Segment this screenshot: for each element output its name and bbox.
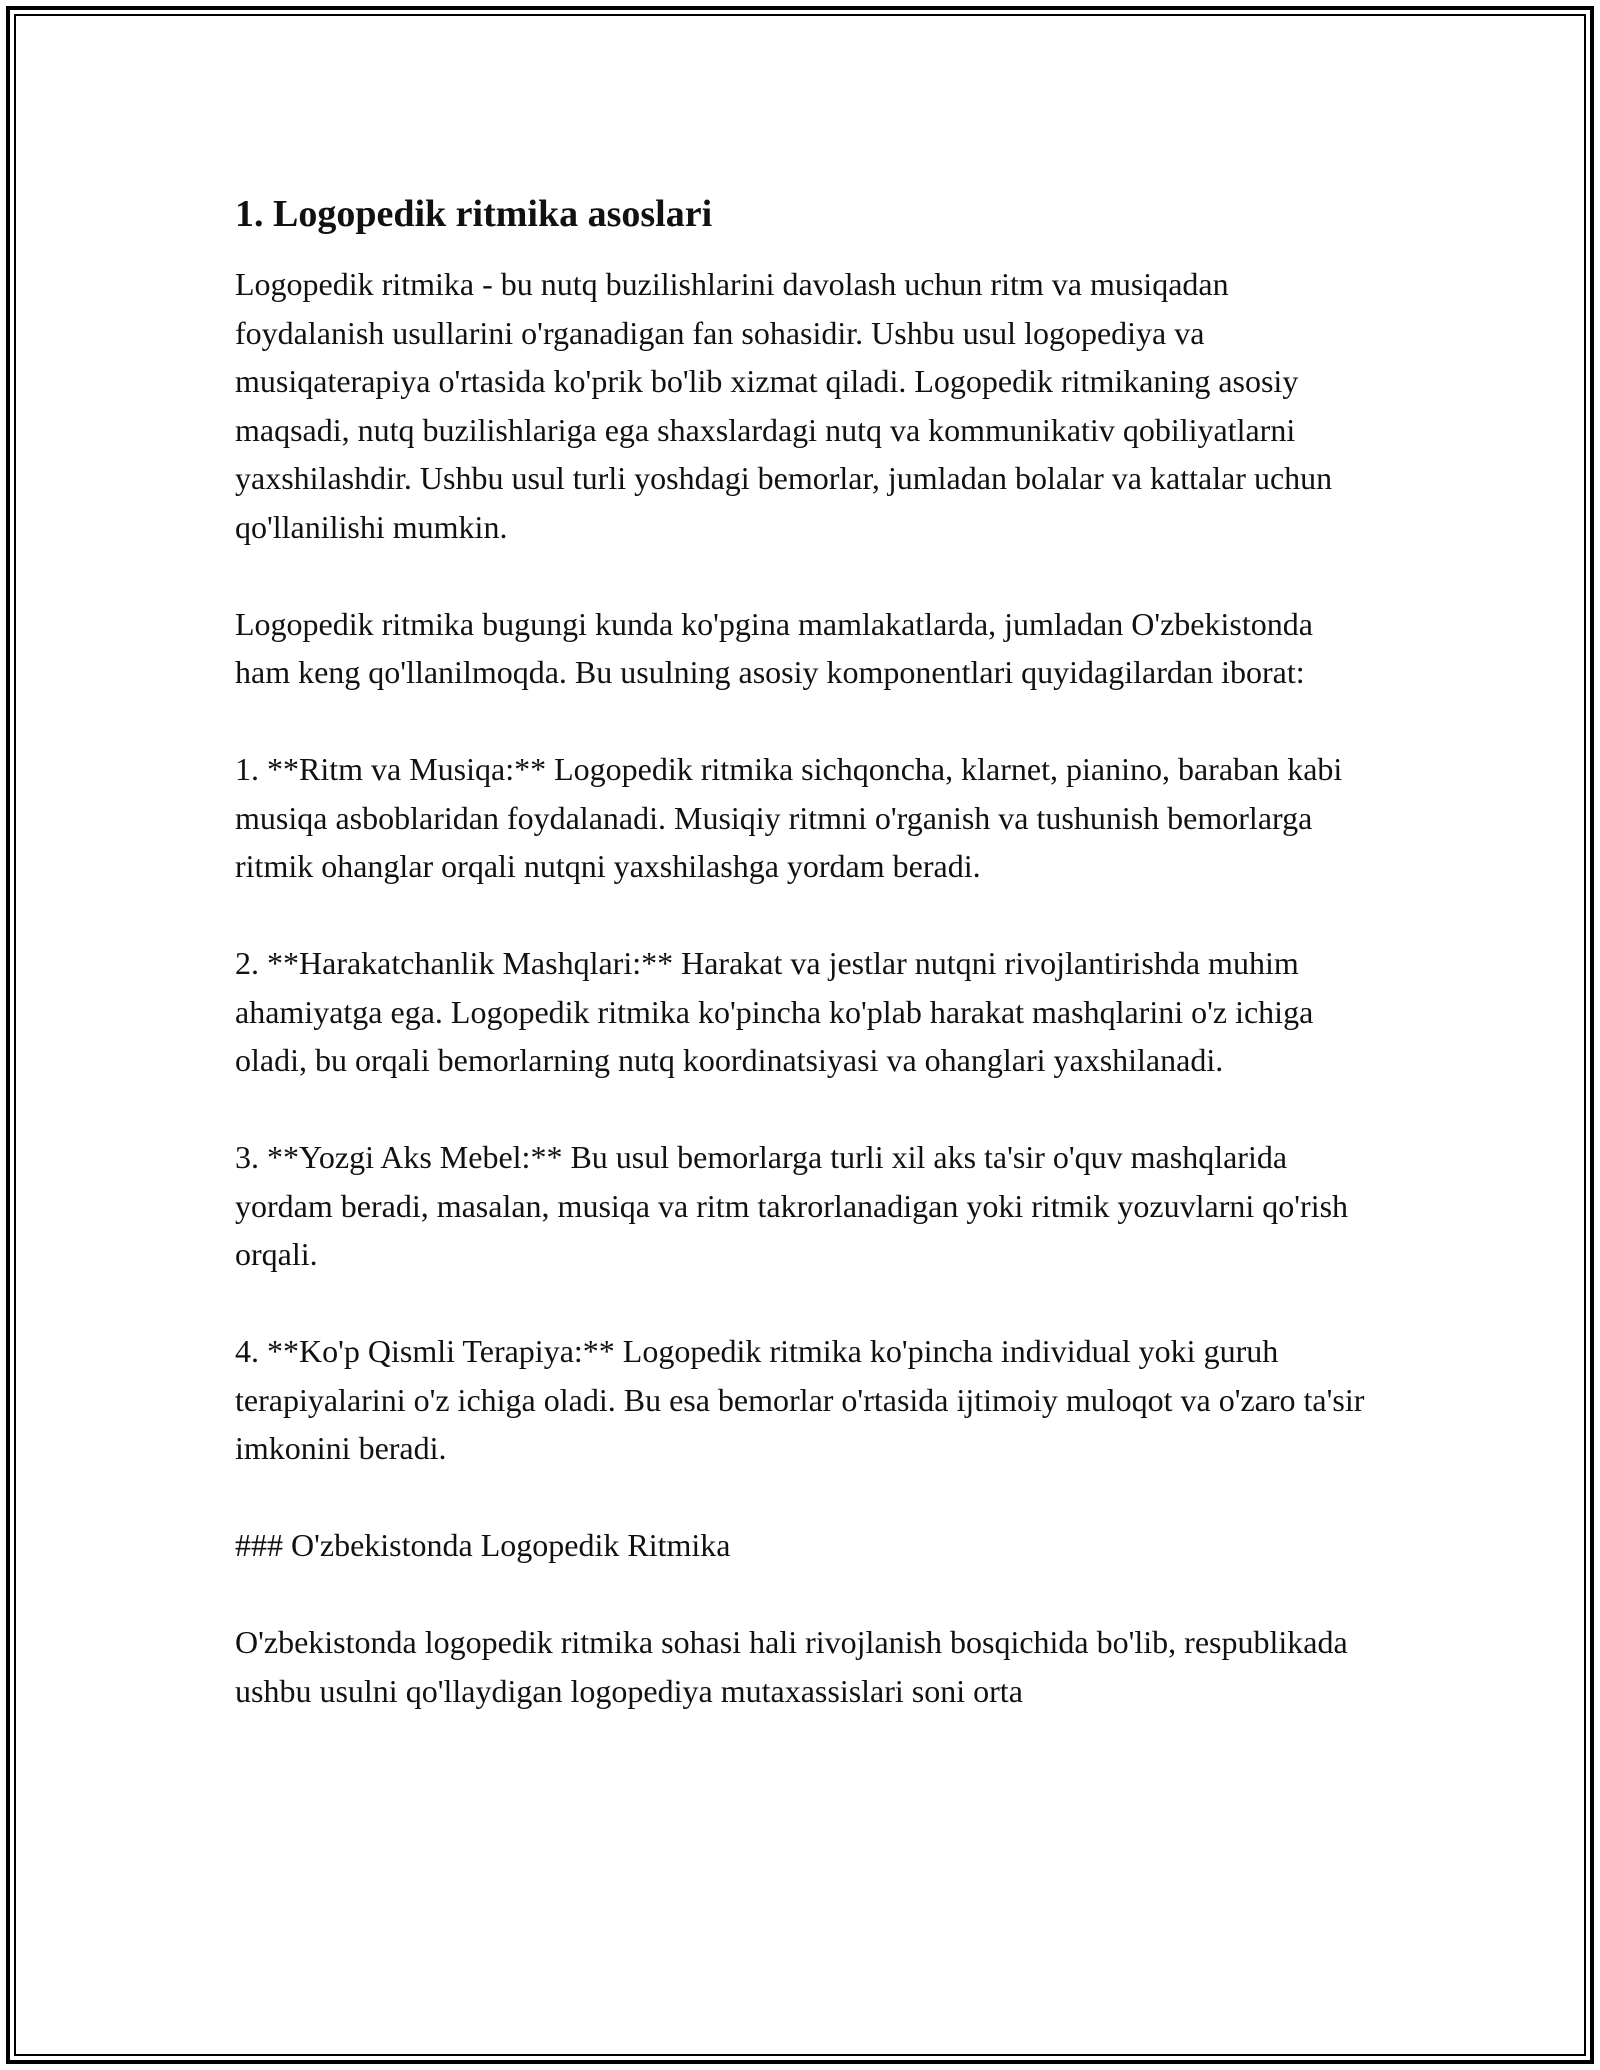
paragraph-intro: Logopedik ritmika - bu nutq buzilishlarini davolash uchun ritm va musiqadan foydalanish usullarini o'rganadigan fan sohasidir. Ushbu usul logopediya va musiqaterapiya o'rtasida ko'prik bo'lib xizmat qiladi. Logopedik ritmikaning asosiy maqsadi, nutq buzilishlariga ega shaxslardagi nutq va kommunikativ qobiliyatlarni yaxshilashdir. Ushbu usul turli yoshdagi bemorlar, jumladan bolalar va kattalar uchun qo'llanilishi mumkin. (235, 266, 1333, 545)
section-heading-uzbekistan: ### O'zbekistonda Logopedik Ritmika (235, 1527, 731, 1563)
list-item-harakatchanlik: 2. **Harakatchanlik Mashqlari:** Harakat va jestlar nutqni rivojlantirishda muhim ahamiyatga ega. Logopedik ritmika ko'pincha ko'plab harakat mashqlarini o'z ichiga oladi, bu orqali bemorlarning nutq koordinatsiyasi va ohanglari yaxshilanadi. (235, 945, 1314, 1078)
document-body (235, 186, 1375, 1764)
document-title: 1. Logopedik ritmika asoslari (235, 193, 713, 235)
list-item-ritm-musiqa: 1. **Ritm va Musiqa:** Logopedik ritmika sichqoncha, klarnet, pianino, baraban kabi musiqa asboblaridan foydalanadi. Musiqiy ritmni o'rganish va tushunish bemorlarga ritmik ohanglar orqali nutqni yaxshilashga yordam beradi. (235, 751, 1343, 884)
paragraph-components-intro: Logopedik ritmika bugungi kunda ko'pgina mamlakatlarda, jumladan O'zbekistonda ham keng qo'llanilmoqda. Bu usulning asosiy komponentlari quyidagilardan iborat: (235, 605, 1313, 690)
paragraph-uzbekistan: O'zbekistonda logopedik ritmika sohasi hali rivojlanish bosqichida bo'lib, respublikada ushbu usulni qo'llaydigan logopediya mutaxassislari soni orta (235, 1624, 1348, 1709)
list-item-kop-qismli-terapiya: 4. **Ko'p Qismli Terapiya:** Logopedik ritmika ko'pincha individual yoki guruh terapiyalarini o'z ichiga oladi. Bu esa bemorlar o'rtasida ijtimoiy muloqot va o'zaro ta'sir imkonini beradi. (235, 1333, 1365, 1466)
list-item-yozgi-aks-mebel: 3. **Yozgi Aks Mebel:** Bu usul bemorlarga turli xil aks ta'sir o'quv mashqlarida yordam beradi, masalan, musiqa va ritm takrorlanadigan yoki ritmik yozuvlarni qo'rish orqali. (235, 1139, 1349, 1272)
